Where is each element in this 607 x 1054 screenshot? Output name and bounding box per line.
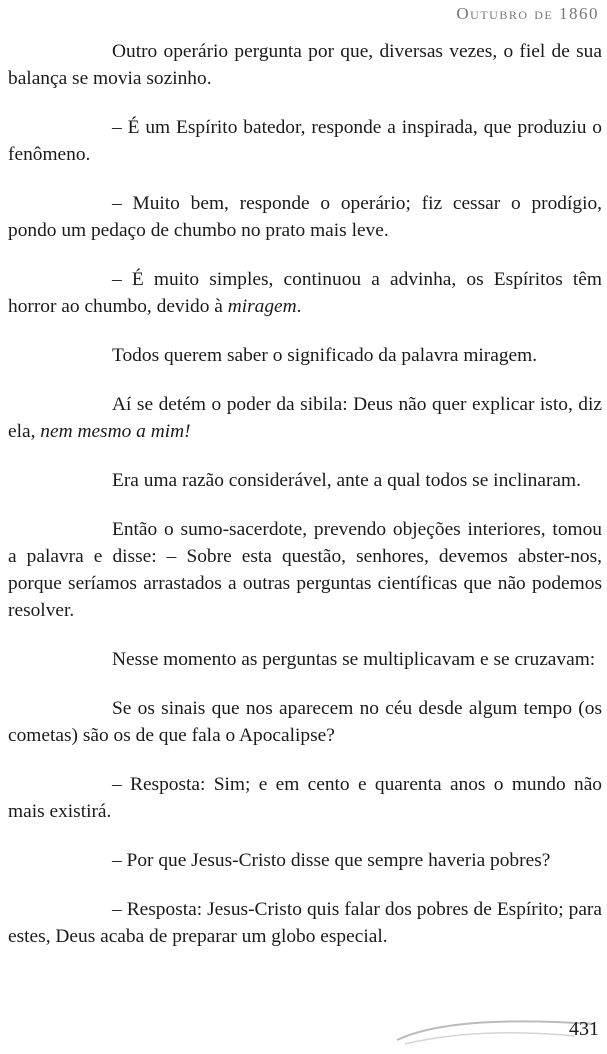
paragraph: Outro operário pergunta por que, diversas vezes, o fiel de sua balança se movia sozinho.	[8, 41, 602, 89]
paragraph: – Resposta: Sim; e em cento e quarenta anos o mundo não mais existirá.	[8, 774, 602, 822]
paragraph: – Por que Jesus-Cristo disse que sempre haveria pobres?	[112, 850, 551, 871]
paragraph: Todos querem saber o significado da palavra miragem.	[112, 345, 538, 366]
paragraph: Então o sumo-sacerdote, prevendo objeções interiores, tomou a palavra e disse: – Sobre esta questão, senhores, devemos abster-nos, porque seríamos arrastados a outras perguntas científicas que não podemos resolver.	[8, 519, 602, 621]
page-ornament-swoosh	[395, 1010, 595, 1050]
paragraph: Aí se detém o poder da sibila: Deus não quer explicar isto, diz ela, nem mesmo a mim!	[8, 394, 602, 442]
paragraph: Nesse momento as perguntas se multiplicavam e se cruzavam:	[112, 649, 596, 670]
emphasis: miragem	[227, 296, 297, 317]
paragraph: – É muito simples, continuou a advinha, os Espíritos têm horror ao chumbo, devido à miragem.	[8, 269, 602, 317]
emphasis: nem mesmo a mim!	[40, 421, 191, 442]
page-number: 431	[569, 1018, 599, 1040]
paragraph: – Resposta: Jesus-Cristo quis falar dos pobres de Espírito; para estes, Deus acaba de preparar um globo especial.	[8, 899, 602, 947]
body-text	[8, 38, 602, 972]
paragraph: – É um Espírito batedor, responde a inspirada, que produziu o fenômeno.	[8, 117, 602, 165]
paragraph: – Muito bem, responde o operário; fiz cessar o prodígio, pondo um pedaço de chumbo no prato mais leve.	[8, 193, 602, 241]
paragraph: Se os sinais que nos aparecem no céu desde algum tempo (os cometas) são os de que fala o Apocalipse?	[8, 698, 602, 746]
running-header: Outubro de 1860	[456, 4, 599, 23]
paragraph: Era uma razão considerável, ante a qual todos se inclinaram.	[112, 470, 581, 491]
